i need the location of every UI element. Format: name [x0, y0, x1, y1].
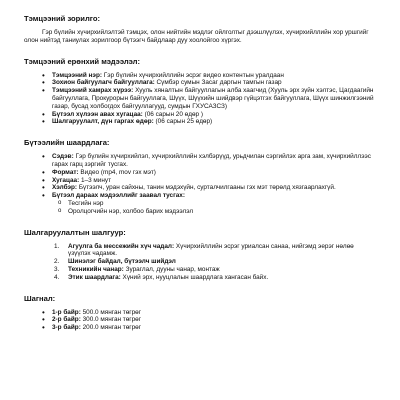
list-item: • Хэлбэр: Бүтээлч, уран сайхны, танин мэдэхүйн, сурталчилгааны гэх мэт төрөлд хязгаарлахгүй. [52, 184, 376, 192]
list-item: 2. Шинэлэг байдал, бүтээлч шийдэл [54, 258, 176, 266]
sublist-item: o Тесгийн нэр [68, 200, 376, 208]
general-info-list [24, 72, 376, 127]
section-title-goal: Тэмцээний зорилго: [24, 14, 101, 23]
required-info-sublist [24, 200, 376, 216]
list-item: • Тэмцээний хамрах хүрээ: Хууль хяналтын байгууллагын алба хаагчид (Хууль эрх зүйн хэлтэс, Цагдаагийн байгууллага, Прокурорын байгууллага, Шүүх, Шүүхийн шийдвэр гүйцэтгэх байгууллага, Шүүх шинжилгээний газар, бусад холбогдох байгууллагууд, сумдын ГХУСАЗСЗ) [52, 87, 376, 110]
list-item: • Шалгаруулалт, дүн гаргах өдөр: (06 сарын 25 өдөр) [52, 118, 376, 126]
list-item: • 2-р байр: 300.0 мянган төгрөг [52, 316, 376, 324]
sublist-item: o Оролцогчийн нэр, холбоо барих мэдээлэл [68, 208, 376, 216]
list-item: 4. Этик шаардлага: Хүний эрх, нууцлалын шаардлага хангасан байх. [54, 273, 269, 281]
list-item: • Бүтээл дараах мэдээллийг заавал тусгах: [52, 192, 376, 200]
prizes-list [24, 309, 376, 332]
list-item: • Тэмцээний нэр: Гэр бүлийн хүчирхийллийн эсрэг видео контентын уралдаан [52, 72, 376, 80]
list-item: • Формат: Видео (mp4, mov гэх мэт) [52, 169, 376, 177]
goal-paragraph: Гэр бүлийн хүчирхийлэлтэй тэмцэх, олон нийтийн мэдлэг ойлголтыг дээшлүүлэх, хүчирхийллийн хор уршгийг олон нийтэд таниулах зорилгоор бүтээгч байдлаар дуу хоолойгоо хүргэх. [24, 29, 369, 44]
list-item: 3. Техникийн чанар: Зураглал, дууны чанар, монтаж [54, 265, 220, 273]
list-item: • Сэдэв: Гэр бүлийн хүчирхийлэл, хүчирхийллийн хэлбэрүүд, урьдчилан сэргийлэх арга зам, хүчирхийллээс гарах гарц зэргийг тусгах. [52, 153, 376, 169]
list-item: • Бүтээл хүлээн авах хугацаа: (06 сарын 20 өдөр ) [52, 111, 376, 119]
list-item: • 3-р байр: 200.0 мянган төгрөг [52, 324, 376, 332]
section-title-criteria: Шалгаруулалтын шалгуур: [24, 227, 126, 237]
requirements-list [24, 153, 376, 200]
section-title-requirements: Бүтээлийн шаардлага: [24, 138, 110, 148]
list-item: • Хугацаа: 1–3 минут [52, 177, 376, 185]
section-title-general: Тэмцээний ерөнхий мэдээлэл: [24, 56, 141, 66]
criteria-list [24, 243, 376, 282]
section-title-prizes: Шагнал: [24, 293, 56, 303]
list-item: • Зохион байгуулагч байгууллага: Сүмбэр сумын Засаг даргын тамгын газар [52, 79, 376, 87]
list-item: 1. Агуулга ба мессежийн хүч чадал: Хүчирхийллийн эсрэг уриалсан санаа, нийгэмд эерэг нөлөө үзүүлэх чадамж. [54, 242, 354, 258]
list-item: • 1-р байр: 500.0 мянган төгрөг [52, 309, 376, 317]
